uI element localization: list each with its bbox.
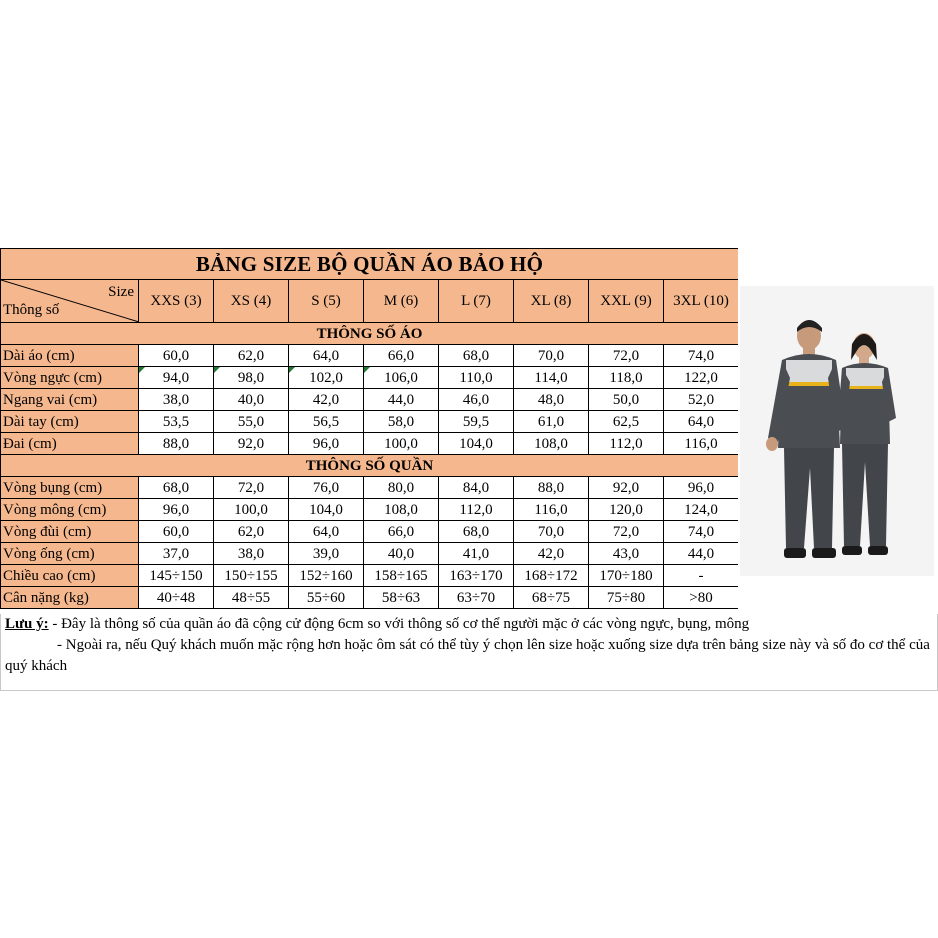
value-cell: 112,0 bbox=[439, 499, 514, 521]
value-cell: 56,5 bbox=[289, 411, 364, 433]
value-cell: 72,0 bbox=[214, 477, 289, 499]
value-cell: 44,0 bbox=[364, 389, 439, 411]
value-cell: 39,0 bbox=[289, 543, 364, 565]
value-cell: 62,5 bbox=[589, 411, 664, 433]
table-row bbox=[1, 345, 739, 367]
value-cell: 66,0 bbox=[364, 521, 439, 543]
value-cell: 92,0 bbox=[214, 433, 289, 455]
value-cell: 74,0 bbox=[664, 345, 739, 367]
value-cell: 68,0 bbox=[139, 477, 214, 499]
value-cell: 55÷60 bbox=[289, 587, 364, 609]
value-cell: 118,0 bbox=[589, 367, 664, 389]
size-header-cell: XS (4) bbox=[214, 280, 289, 323]
value-cell: 53,5 bbox=[139, 411, 214, 433]
size-header-cell: M (6) bbox=[364, 280, 439, 323]
value-cell: 60,0 bbox=[139, 345, 214, 367]
value-cell: 102,0 bbox=[289, 367, 364, 389]
value-cell: 116,0 bbox=[514, 499, 589, 521]
workers-in-uniform-illustration bbox=[738, 248, 936, 614]
size-header-cell: L (7) bbox=[439, 280, 514, 323]
table-row bbox=[1, 543, 739, 565]
value-cell: 145÷150 bbox=[139, 565, 214, 587]
size-label: Size bbox=[108, 284, 134, 300]
title-row bbox=[1, 249, 739, 280]
notes-block bbox=[0, 614, 938, 691]
value-cell: 64,0 bbox=[289, 345, 364, 367]
value-cell: 40÷48 bbox=[139, 587, 214, 609]
size-table bbox=[0, 248, 739, 609]
value-cell: 75÷80 bbox=[589, 587, 664, 609]
row-label: Cân nặng (kg) bbox=[1, 587, 139, 609]
row-label: Vòng đùi (cm) bbox=[1, 521, 139, 543]
row-label: Dài tay (cm) bbox=[1, 411, 139, 433]
value-cell: 96,0 bbox=[289, 433, 364, 455]
note-line-1 bbox=[1, 614, 937, 635]
header-corner-cell bbox=[1, 280, 139, 323]
value-cell: 152÷160 bbox=[289, 565, 364, 587]
value-cell: 46,0 bbox=[439, 389, 514, 411]
value-cell: 74,0 bbox=[664, 521, 739, 543]
row-label: Đai (cm) bbox=[1, 433, 139, 455]
row-label: Vòng ống (cm) bbox=[1, 543, 139, 565]
value-cell: 100,0 bbox=[364, 433, 439, 455]
value-cell: 92,0 bbox=[589, 477, 664, 499]
table-row bbox=[1, 433, 739, 455]
value-cell: - bbox=[664, 565, 739, 587]
value-cell: 106,0 bbox=[364, 367, 439, 389]
value-cell: 52,0 bbox=[664, 389, 739, 411]
value-cell: 64,0 bbox=[289, 521, 364, 543]
section-row bbox=[1, 323, 739, 345]
value-cell: 158÷165 bbox=[364, 565, 439, 587]
row-label: Vòng bụng (cm) bbox=[1, 477, 139, 499]
note-line-2: - Ngoài ra, nếu Quý khách muốn mặc rộng hơn hoặc ôm sát có thể tùy ý chọn lên size hoặc xuống size dựa trên bảng size này và số đo cơ thể của quý khách bbox=[5, 637, 930, 674]
value-cell: 62,0 bbox=[214, 345, 289, 367]
value-cell: 76,0 bbox=[289, 477, 364, 499]
table-title: BẢNG SIZE BỘ QUẦN ÁO BẢO HỘ bbox=[1, 249, 739, 280]
value-cell: 59,5 bbox=[439, 411, 514, 433]
value-cell: 96,0 bbox=[139, 499, 214, 521]
value-cell: 63÷70 bbox=[439, 587, 514, 609]
value-cell: 42,0 bbox=[514, 543, 589, 565]
value-cell: 80,0 bbox=[364, 477, 439, 499]
value-cell: 48÷55 bbox=[214, 587, 289, 609]
value-cell: 68,0 bbox=[439, 521, 514, 543]
table-row bbox=[1, 587, 739, 609]
row-label: Chiều cao (cm) bbox=[1, 565, 139, 587]
value-cell: 108,0 bbox=[514, 433, 589, 455]
size-header-cell: XL (8) bbox=[514, 280, 589, 323]
table-row bbox=[1, 521, 739, 543]
uniform-models-photo bbox=[738, 248, 936, 614]
size-chart-sheet bbox=[0, 248, 938, 690]
value-cell: 114,0 bbox=[514, 367, 589, 389]
header-row bbox=[1, 280, 739, 323]
section-title: THÔNG SỐ QUẦN bbox=[1, 455, 739, 477]
value-cell: 100,0 bbox=[214, 499, 289, 521]
value-cell: 61,0 bbox=[514, 411, 589, 433]
value-cell: 116,0 bbox=[664, 433, 739, 455]
value-cell: 110,0 bbox=[439, 367, 514, 389]
value-cell: 168÷172 bbox=[514, 565, 589, 587]
table-row bbox=[1, 477, 739, 499]
value-cell: 72,0 bbox=[589, 345, 664, 367]
value-cell: 68÷75 bbox=[514, 587, 589, 609]
table-row bbox=[1, 499, 739, 521]
value-cell: 38,0 bbox=[139, 389, 214, 411]
value-cell: 62,0 bbox=[214, 521, 289, 543]
table-row bbox=[1, 389, 739, 411]
table-row bbox=[1, 411, 739, 433]
value-cell: 104,0 bbox=[439, 433, 514, 455]
note-label: Lưu ý: bbox=[5, 616, 49, 632]
note-text-1: - Đây là thông số của quần áo đã cộng cử động 6cm so với thông số cơ thể người mặc ở các vòng ngực, bụng, mông bbox=[48, 616, 750, 632]
value-cell: 37,0 bbox=[139, 543, 214, 565]
value-cell: 66,0 bbox=[364, 345, 439, 367]
size-header-cell: XXL (9) bbox=[589, 280, 664, 323]
value-cell: 68,0 bbox=[439, 345, 514, 367]
value-cell: 112,0 bbox=[589, 433, 664, 455]
value-cell: 64,0 bbox=[664, 411, 739, 433]
value-cell: 84,0 bbox=[439, 477, 514, 499]
row-label: Ngang vai (cm) bbox=[1, 389, 139, 411]
value-cell: 120,0 bbox=[589, 499, 664, 521]
value-cell: 96,0 bbox=[664, 477, 739, 499]
value-cell: 70,0 bbox=[514, 345, 589, 367]
value-cell: 70,0 bbox=[514, 521, 589, 543]
value-cell: 38,0 bbox=[214, 543, 289, 565]
value-cell: 60,0 bbox=[139, 521, 214, 543]
row-label: Vòng mông (cm) bbox=[1, 499, 139, 521]
value-cell: 43,0 bbox=[589, 543, 664, 565]
value-cell: 163÷170 bbox=[439, 565, 514, 587]
value-cell: 150÷155 bbox=[214, 565, 289, 587]
value-cell: 88,0 bbox=[514, 477, 589, 499]
value-cell: 94,0 bbox=[139, 367, 214, 389]
value-cell: 72,0 bbox=[589, 521, 664, 543]
value-cell: 122,0 bbox=[664, 367, 739, 389]
value-cell: 124,0 bbox=[664, 499, 739, 521]
size-header-cell: S (5) bbox=[289, 280, 364, 323]
section-title: THÔNG SỐ ÁO bbox=[1, 323, 739, 345]
row-label: Dài áo (cm) bbox=[1, 345, 139, 367]
value-cell: 40,0 bbox=[364, 543, 439, 565]
value-cell: 170÷180 bbox=[589, 565, 664, 587]
value-cell: 44,0 bbox=[664, 543, 739, 565]
value-cell: 58,0 bbox=[364, 411, 439, 433]
size-header-cell: 3XL (10) bbox=[664, 280, 739, 323]
value-cell: 48,0 bbox=[514, 389, 589, 411]
value-cell: 104,0 bbox=[289, 499, 364, 521]
section-row bbox=[1, 455, 739, 477]
value-cell: 40,0 bbox=[214, 389, 289, 411]
value-cell: 41,0 bbox=[439, 543, 514, 565]
row-label: Vòng ngực (cm) bbox=[1, 367, 139, 389]
value-cell: 88,0 bbox=[139, 433, 214, 455]
value-cell: 55,0 bbox=[214, 411, 289, 433]
value-cell: 50,0 bbox=[589, 389, 664, 411]
table-row bbox=[1, 367, 739, 389]
param-label: Thông số bbox=[3, 302, 60, 318]
size-header-cell: XXS (3) bbox=[139, 280, 214, 323]
table-row bbox=[1, 565, 739, 587]
value-cell: 98,0 bbox=[214, 367, 289, 389]
value-cell: >80 bbox=[664, 587, 739, 609]
value-cell: 108,0 bbox=[364, 499, 439, 521]
value-cell: 58÷63 bbox=[364, 587, 439, 609]
value-cell: 42,0 bbox=[289, 389, 364, 411]
